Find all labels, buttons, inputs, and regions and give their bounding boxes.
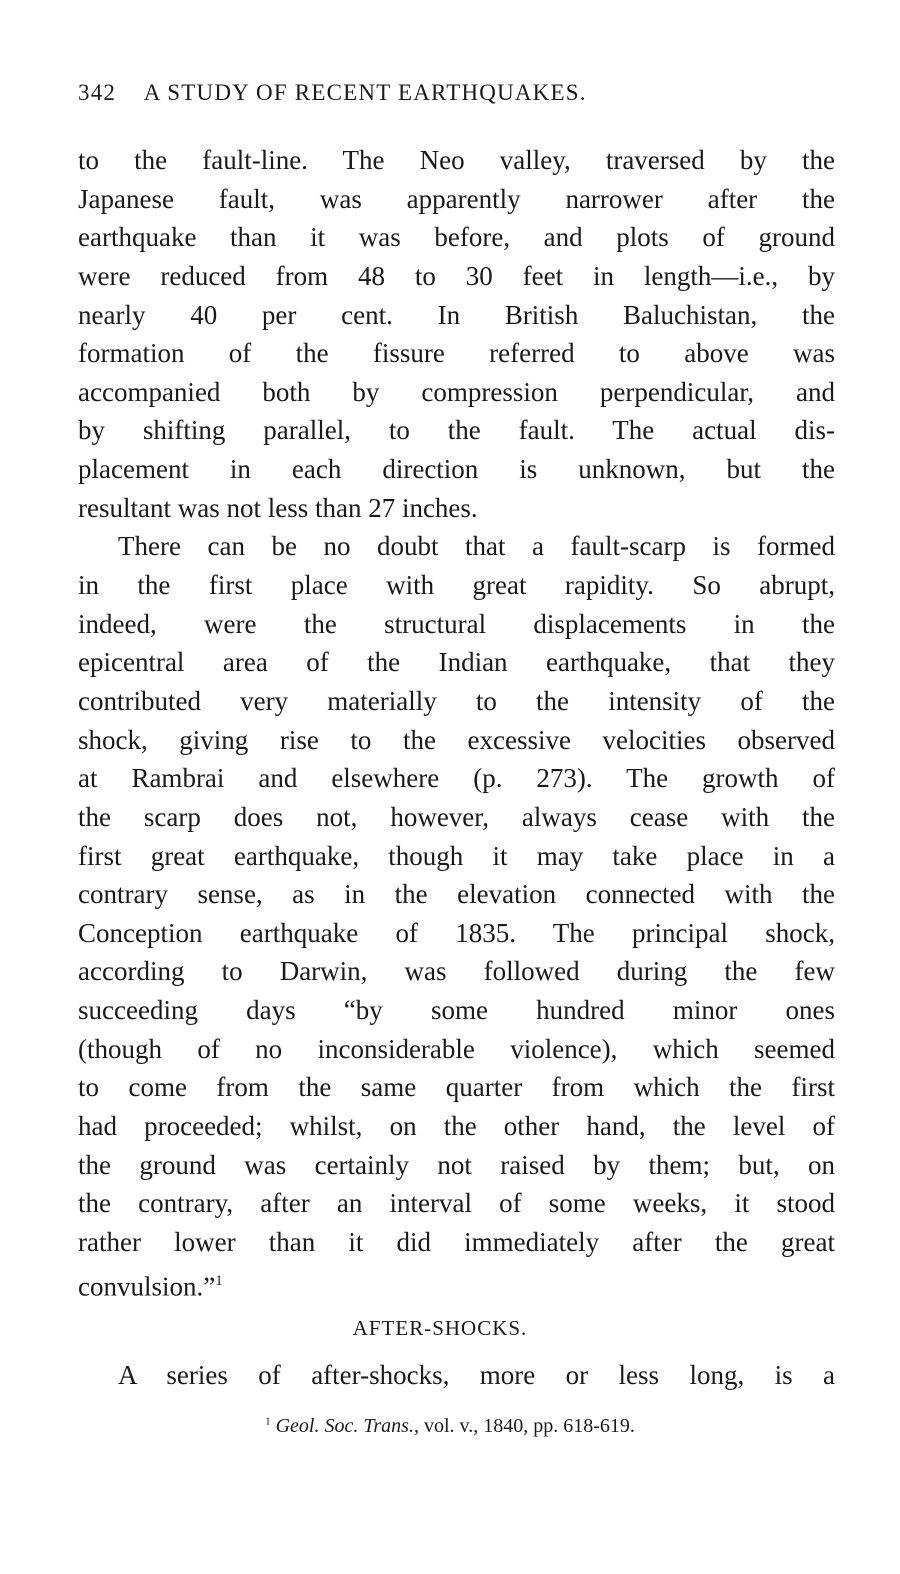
paragraph-3-first-line: A series of after-shocks, more or less long, is a [118, 1360, 835, 1390]
footnote [0, 1415, 900, 1438]
text-line: the ground was certainly not raised by them; but, on [78, 1149, 835, 1180]
text-line: earthquake than it was before, and plots of ground [78, 222, 835, 253]
text-line: the contrary, after an interval of some weeks, it stood [78, 1188, 835, 1219]
running-header [78, 80, 587, 106]
section-heading-text: AFTER-SHOCKS. [352, 1316, 528, 1340]
text-line: convulsion.”$^1$ [78, 1270, 223, 1301]
text-line: to the fault-line. The Neo valley, traversed by the [78, 145, 835, 175]
text-line: indeed, were the structural displacements in the [78, 608, 835, 639]
text-line: resultant was not less than 27 inches. [78, 492, 478, 523]
text-line: by shifting parallel, to the fault. The actual dis- [78, 415, 835, 446]
text-line: (though of no inconsiderable violence), which seemed [78, 1033, 835, 1064]
footnote-source: Geol. Soc. Trans. [275, 1415, 414, 1437]
text-line: were reduced from 48 to 30 feet in length—i.e., by [78, 260, 835, 291]
text-line: the scarp does not, however, always cease with the [78, 801, 835, 832]
text-line: to come from the same quarter from which the first [78, 1072, 835, 1103]
text-line: epicentral area of the Indian earthquake, that they [78, 647, 835, 678]
text-line: placement in each direction is unknown, but the [78, 454, 835, 485]
text-line: had proceeded; whilst, on the other hand, the level of [78, 1111, 835, 1142]
text-line: according to Darwin, was followed during the few [78, 956, 835, 987]
text-line: accompanied both by compression perpendicular, and [78, 376, 835, 407]
text-line: first great earthquake, though it may take place in a [78, 840, 835, 871]
paragraph-2 [78, 527, 835, 1300]
body-text [78, 141, 835, 1300]
text-line: There can be no doubt that a fault-scarp is formed [118, 531, 835, 562]
text-line: formation of the fissure referred to above was [78, 338, 835, 369]
text-line: Japanese fault, was apparently narrower after the [78, 183, 835, 214]
text-line: contributed very materially to the intensity of the [78, 685, 835, 716]
text-line: at Rambrai and elsewhere (p. 273). The growth of [78, 763, 835, 794]
footnote-reference: 1 [215, 1272, 223, 1289]
footnote-marker: 1 [265, 1415, 271, 1428]
section-heading [0, 1316, 900, 1341]
text-line: shock, giving rise to the excessive velocities observed [78, 724, 835, 755]
text-line: succeeding days “by some hundred minor ones [78, 995, 835, 1026]
text-line: nearly 40 per cent. In British Baluchistan, the [78, 299, 835, 330]
text-line: Conception earthquake of 1835. The principal shock, [78, 917, 835, 948]
footnote-details: , vol. v., 1840, pp. 618-619. [413, 1415, 635, 1437]
running-title: A STUDY OF RECENT EARTHQUAKES. [143, 80, 587, 105]
text-line: contrary sense, as in the elevation connected with the [78, 879, 835, 910]
paragraph-1 [78, 141, 835, 527]
text-line: in the first place with great rapidity. So abrupt, [78, 570, 835, 601]
text-line: rather lower than it did immediately after the great [78, 1226, 835, 1257]
page-number: 342 [78, 80, 117, 105]
